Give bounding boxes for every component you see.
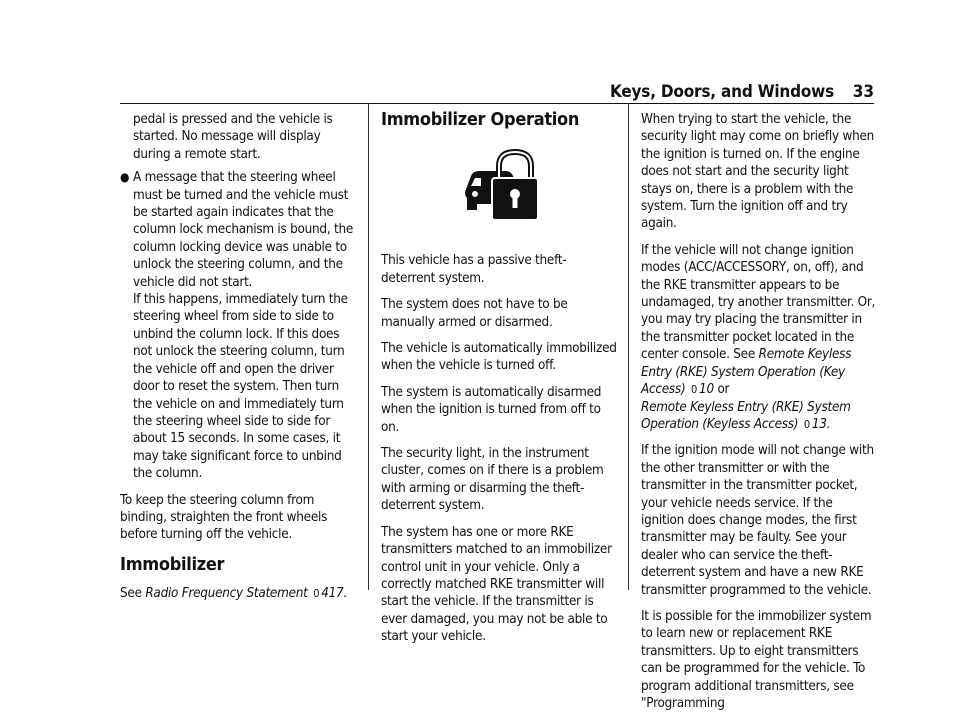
column-right [641, 111, 877, 721]
paragraph: The security light, in the instrument cluster, comes on if there is a problem with arming or disarming the theft-deterrent system. [381, 446, 604, 514]
page-ref[interactable]: 13. [811, 416, 831, 432]
bullet-text: A message that the steering wheel must be turned and the vehicle must be started again indicates that the column lock mechanism is bound, the column locking device was unable to unlock the steering column, and the vehicle did not start. [133, 170, 353, 290]
security-light-icon-wrap [381, 146, 617, 226]
paragraph-with-references: If the vehicle will not change ignition modes (ACC/ACCESSORY, on, off), and the RKE transmitter appears to be undamaged, try another transmitter. Or, you may try placing the transmitter in the transmitter pocket located in the center console. See Remote Keyless Entry (RKE) System Operation (Key Access) 0 10 or Remote Keyless Entry (RKE) System Operation (Keyless Access) 0 13. [641, 242, 876, 432]
section-title: Keys, Doors, and Windows [609, 82, 834, 102]
heading-immobilizer-operation: Immobilizer Operation [381, 109, 580, 130]
page-ref[interactable]: 10 [699, 382, 714, 398]
column-left [120, 111, 356, 612]
page-header [120, 82, 874, 102]
see-reference: See Radio Frequency Statement 0 417. [120, 586, 348, 602]
page-ref-arrow-icon: 0 [690, 383, 698, 397]
page-ref-arrow-icon: 0 [803, 417, 810, 431]
heading-immobilizer: Immobilizer [120, 553, 225, 575]
bullet-item [120, 169, 356, 291]
page-number: 33 [852, 82, 874, 102]
link-rke-key-access[interactable]: Remote Keyless Entry (RKE) System Operation (Key Access) [641, 347, 852, 398]
paragraph: To keep the steering column from binding, straighten the front wheels before turning off the vehicle. [120, 492, 328, 543]
bullet-icon: ● [120, 170, 130, 185]
paragraph: This vehicle has a passive theft-deterrent system. [381, 253, 567, 286]
paragraph: When trying to start the vehicle, the security light may come on briefly when the ignition is turned on. If the engine does not start and the security light stays on, there is a problem with the system. Turn the ignition off and try again. [641, 112, 875, 232]
header-rule [120, 103, 874, 104]
column-divider [628, 103, 629, 590]
paragraph: The system has one or more RKE transmitters matched to an immobilizer control unit in your vehicle. Only a correctly matched RKE transmitter will start the vehicle. If the transmitter is ever damaged, you may not be able to start your vehicle. [381, 524, 612, 645]
column-middle [381, 111, 617, 655]
paragraph: The system does not have to be manually armed or disarmed. [381, 297, 568, 330]
column-divider [368, 103, 369, 590]
page-ref-arrow-icon: 0 [313, 587, 320, 601]
paragraph: The system is automatically disarmed when the ignition is turned from off to on. [381, 384, 602, 435]
paragraph: If the ignition mode will not change with the other transmitter or with the transmitter in the transmitter pocket, your vehicle needs service. If the ignition does change modes, the first transmitter may be faulty. See your dealer who can service the theft-deterrent system and have a new RKE transmitter programmed to the vehicle. [641, 443, 874, 598]
link-radio-frequency-statement[interactable]: Radio Frequency Statement [145, 586, 308, 602]
link-rke-keyless-access[interactable]: Remote Keyless Entry (RKE) System Operation (Keyless Access) [641, 399, 851, 432]
bullet-continuation: If this happens, immediately turn the steering wheel from side to side to unbind the column lock. If this does not unlock the steering column, turn the vehicle off and open the driver door to reset the system. Then turn the vehicle on and immediately turn the steering wheel side to side for about 15 seconds. In some cases, it may take significant force to unbind the column. [133, 292, 348, 482]
continued-paragraph: pedal is pressed and the vehicle is started. No message will display during a remote start. [133, 112, 333, 162]
security-light-icon [459, 146, 539, 224]
page-ref[interactable]: 417. [321, 586, 348, 602]
paragraph: The vehicle is automatically immobilized when the vehicle is turned off. [381, 341, 617, 374]
paragraph: It is possible for the immobilizer system to learn new or replacement RKE transmitters. Up to eight transmitters can be programmed for the vehicle. To program additional transmitters, see "Programming [641, 608, 872, 711]
